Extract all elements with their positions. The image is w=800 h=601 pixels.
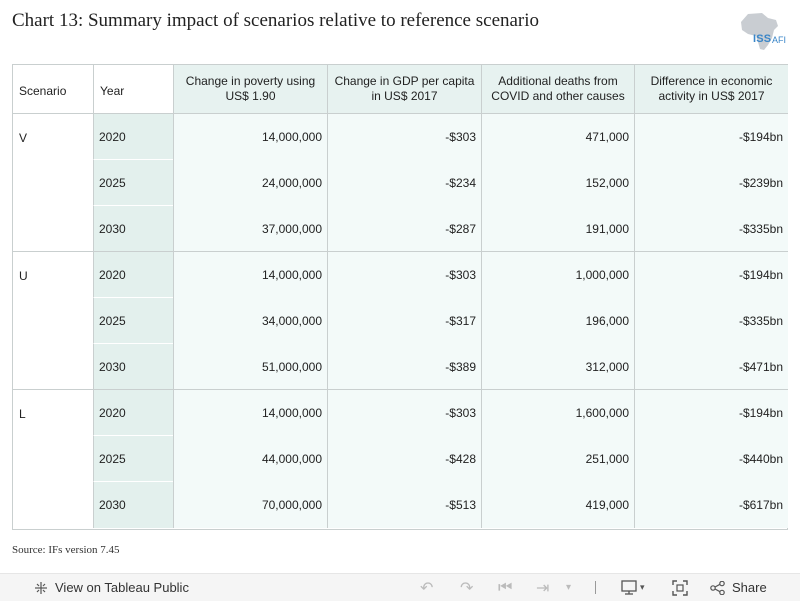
share-button[interactable] [710, 574, 767, 601]
additional-deaths-value-cell: 471,000 [481, 114, 634, 160]
economic-activity-value-cell: -$471bn [634, 344, 788, 390]
year-cell: 2030 [93, 206, 173, 252]
gdp-per-capita-value-cell: -$317 [327, 298, 481, 344]
tableau-icon [34, 581, 48, 595]
poverty-value-cell: 44,000,000 [173, 436, 327, 482]
gdp-per-capita-value-cell: -$303 [327, 114, 481, 160]
economic-activity-value-cell: -$335bn [634, 298, 788, 344]
scenario-cell: V [13, 114, 93, 252]
header-year: Year [93, 65, 173, 114]
pause-dropdown-icon[interactable]: ▾ [566, 582, 572, 593]
poverty-value-cell: 14,000,000 [173, 390, 327, 436]
header-economic-activity: Difference in economic activity in US$ 2017 [634, 65, 788, 114]
share-icon [710, 581, 726, 595]
poverty-value-cell: 14,000,000 [173, 114, 327, 160]
additional-deaths-value-cell: 1,000,000 [481, 252, 634, 298]
economic-activity-value-cell: -$440bn [634, 436, 788, 482]
additional-deaths-value-cell: 152,000 [481, 160, 634, 206]
year-cell: 2020 [93, 390, 173, 436]
additional-deaths-value-cell: 191,000 [481, 206, 634, 252]
year-cell: 2025 [93, 436, 173, 482]
poverty-value-cell: 14,000,000 [173, 252, 327, 298]
economic-activity-value-cell: -$194bn [634, 390, 788, 436]
refresh-icon[interactable]: ⇥ [536, 579, 550, 597]
scenario-cell: U [13, 252, 93, 390]
redo-icon[interactable]: ↷ [460, 579, 474, 597]
africa-map-icon [738, 12, 782, 52]
logo-text-afr: AFI [772, 35, 787, 45]
gdp-per-capita-value-cell: -$303 [327, 252, 481, 298]
year-cell: 2030 [93, 344, 173, 390]
economic-activity-value-cell: -$194bn [634, 114, 788, 160]
additional-deaths-value-cell: 1,600,000 [481, 390, 634, 436]
poverty-value-cell: 24,000,000 [173, 160, 327, 206]
economic-activity-value-cell: -$194bn [634, 252, 788, 298]
gdp-per-capita-value-cell: -$234 [327, 160, 481, 206]
summary-table [12, 64, 788, 530]
additional-deaths-value-cell: 196,000 [481, 298, 634, 344]
header-poverty: Change in poverty using US$ 1.90 [173, 65, 327, 114]
page-title: Chart 13: Summary impact of scenarios relative to reference scenario [12, 10, 540, 31]
share-label: Share [732, 580, 767, 595]
year-cell: 2025 [93, 298, 173, 344]
gdp-per-capita-value-cell: -$389 [327, 344, 481, 390]
fullscreen-icon[interactable] [672, 574, 688, 601]
header-gdp-per-capita: Change in GDP per capita in US$ 2017 [327, 65, 481, 114]
header-scenario: Scenario [13, 65, 93, 114]
economic-activity-value-cell: -$239bn [634, 160, 788, 206]
undo-icon[interactable]: ↶ [420, 579, 434, 597]
view-on-tableau-label: View on Tableau Public [55, 580, 189, 595]
gdp-per-capita-value-cell: -$287 [327, 206, 481, 252]
header-additional-deaths: Additional deaths from COVID and other causes [481, 65, 634, 114]
iss-africa-logo [738, 12, 792, 56]
toolbar-divider [595, 581, 596, 594]
logo-text-iss: ISS [753, 33, 772, 45]
gdp-per-capita-value-cell: -$428 [327, 436, 481, 482]
gdp-per-capita-value-cell: -$303 [327, 390, 481, 436]
view-on-tableau-button[interactable] [34, 574, 189, 601]
download-icon[interactable]: ▾ [621, 574, 645, 601]
tableau-toolbar [0, 573, 800, 601]
additional-deaths-value-cell: 251,000 [481, 436, 634, 482]
economic-activity-value-cell: -$335bn [634, 206, 788, 252]
additional-deaths-value-cell: 312,000 [481, 344, 634, 390]
poverty-value-cell: 34,000,000 [173, 298, 327, 344]
poverty-value-cell: 51,000,000 [173, 344, 327, 390]
year-cell: 2025 [93, 160, 173, 206]
scenario-cell: L [13, 390, 93, 528]
economic-activity-value-cell: -$617bn [634, 482, 788, 528]
poverty-value-cell: 37,000,000 [173, 206, 327, 252]
poverty-value-cell: 70,000,000 [173, 482, 327, 528]
year-cell: 2030 [93, 482, 173, 528]
revert-icon[interactable]: ⏮ [498, 578, 513, 596]
year-cell: 2020 [93, 114, 173, 160]
gdp-per-capita-value-cell: -$513 [327, 482, 481, 528]
source-note: Source: IFs version 7.45 [12, 544, 120, 556]
additional-deaths-value-cell: 419,000 [481, 482, 634, 528]
year-cell: 2020 [93, 252, 173, 298]
